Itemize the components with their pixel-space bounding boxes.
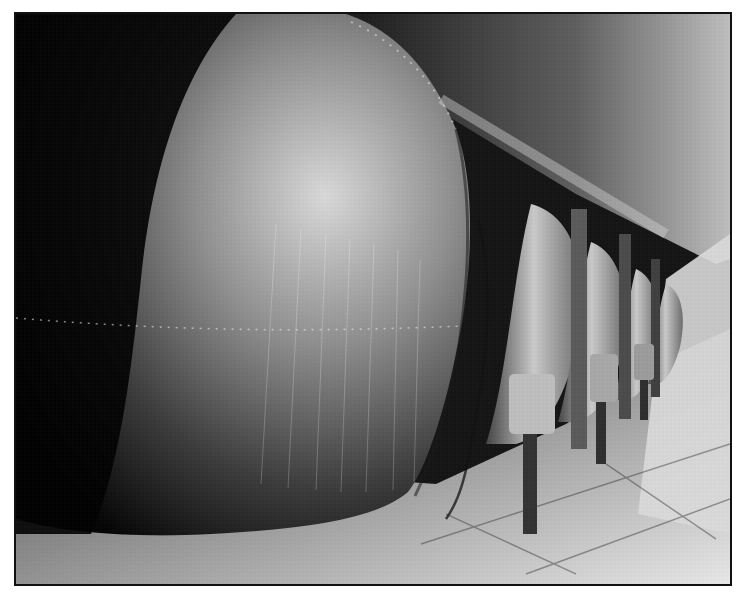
industrial-tanks-photo xyxy=(16,14,730,584)
photo-frame xyxy=(14,12,732,586)
photo-grain xyxy=(16,14,730,584)
